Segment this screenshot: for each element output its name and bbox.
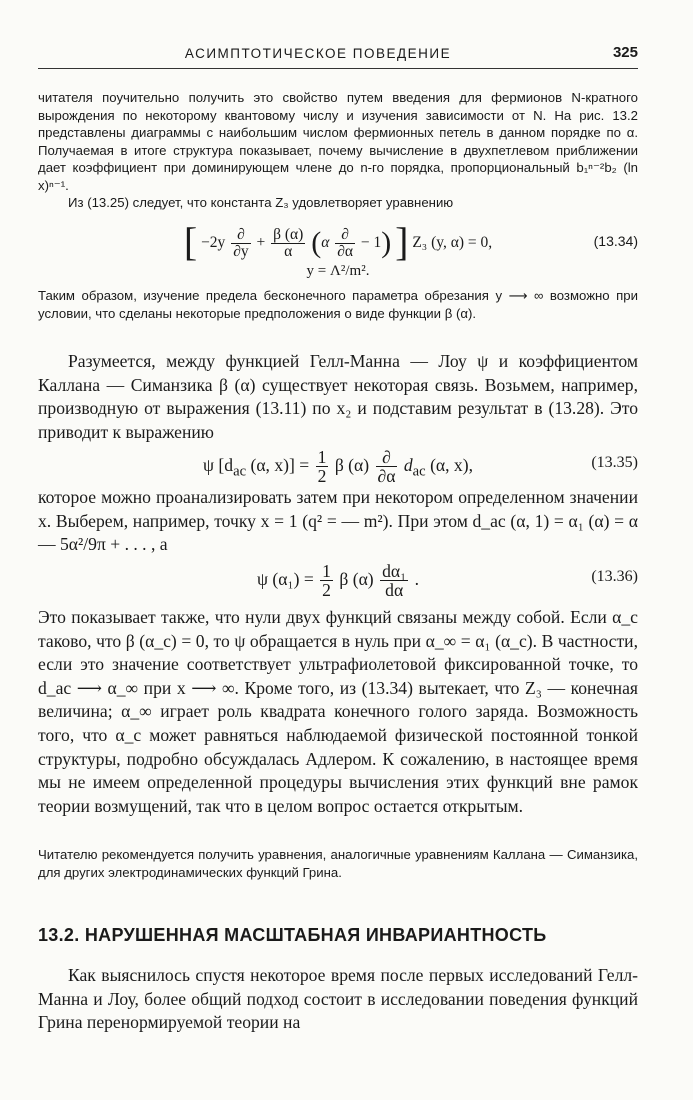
- eq-13-34-lhs: −2y: [201, 234, 226, 251]
- section-title: НАРУШЕННАЯ МАСШТАБНАЯ ИНВАРИАНТНОСТЬ: [84, 925, 547, 945]
- conclusion-text: Таким образом, изучение предела бесконечного параметра обрезания y ⟶ ∞ возможно при условии, что сделаны некоторые предположения о виде функции β (α).: [38, 288, 638, 321]
- eq-13-35-rhs-sub: ac: [412, 463, 426, 480]
- running-header: [38, 44, 638, 70]
- paragraph-2: [38, 486, 638, 557]
- paragraph-2-text: которое можно проанализировать затем при некотором определенном значении x. Выберем, например, точку x = 1 (q² = — m²). При этом d_ac (α, 1) = α₁ (α) = α — 5α²/9π + . . . , а: [38, 487, 638, 555]
- equation-13-34-condition: y = Λ²/m².: [306, 263, 370, 279]
- eq-13-35-args: (α, x)] =: [250, 455, 310, 476]
- top-paragraph-continuation: Из (13.25) следует, что константа Z₃ удовлетворяет уравнению: [68, 195, 454, 210]
- exercise-text: Читателю рекомендуется получить уравнения, аналогичные уравнениям Каллана — Симанзика, для других электродинамических функций Грина.: [38, 847, 638, 880]
- equation-13-36-number: (13.36): [591, 568, 638, 585]
- eq-13-36-tail: .: [414, 569, 420, 590]
- paragraph-4-text: Как выяснилось спустя некоторое время после первых исследований Гелл-Манна и Лоу, более общий подход состоит в исследовании поведения функций Грина перенормируемой теории на: [38, 965, 638, 1033]
- eq-13-35-lhs: ψ [d: [202, 455, 234, 476]
- conclusion-small-paragraph: [38, 287, 638, 322]
- eq-13-36-d-num: dα₁: [382, 561, 407, 581]
- eq-13-36-lhs: ψ (α₁) =: [256, 569, 314, 590]
- eq-13-35-d-den: ∂α: [377, 466, 396, 487]
- running-title: АСИМПТОТИЧЕСКОЕ ПОВЕДЕНИЕ: [184, 46, 452, 61]
- eq-13-35-half-num: 1: [317, 447, 327, 467]
- eq-13-36-half-den: 2: [322, 580, 331, 601]
- top-small-paragraph: [38, 89, 638, 212]
- paragraph-4: [38, 964, 638, 1035]
- paragraph-3: [38, 606, 638, 818]
- paragraph-1: [38, 350, 638, 444]
- eq-13-36-beta: β (α): [339, 569, 374, 590]
- section-heading: [38, 925, 638, 946]
- eq-13-34-rhs: Z₃ (y, α) = 0,: [412, 234, 493, 251]
- paragraph-3-text: Это показывает также, что нули двух функций связаны между собой. Если α_c таково, что β (α_c) = 0, то ψ обращается в нуль при α_∞ = α₁ (α_c). В частности, если это значение соответствует ультрафиолетовой фиксированной точке, то d_ac ⟶ α_∞ при x ⟶ ∞. Кроме того, из (13.34) вытекает, что Z₃ — конечная величина; α_∞ играет роль квадрата конечного голого заряда. Возможность того, что α_c может равняться наблюдаемой физической постоянной тонкой структуры, подробно обсуждалась Адлером. К сожалению, в настоящее время мы не имеем определенной процедуры вычисления этих функций вне рамок теории возмущений, так что в целом вопрос остается открытым.: [38, 607, 638, 816]
- equation-13-34-number: (13.34): [593, 233, 638, 249]
- eq-13-35-sub: ac: [233, 463, 247, 480]
- eq-13-35-d-num: ∂: [376, 448, 398, 467]
- eq-13-36-d-den: dα: [385, 580, 404, 601]
- eq-13-35-half-den: 2: [317, 466, 327, 487]
- eq-13-36-half-num: 1: [322, 561, 331, 581]
- section-number: 13.2.: [38, 925, 80, 945]
- equation-13-35-body: [38, 448, 638, 486]
- header-rule: [38, 68, 638, 69]
- top-paragraph-text: читателя поучительно получить это свойство путем введения для фермионов N-кратного вырождения по некоторому квантовому числу и изучения зависимости от N. На рис. 13.2 представлены диаграммы с наибольшим числом фермионных петель в данном порядке по α. Получаемая в итоге структура показывает, почему вычисление в двухпетлевом приближении дает коэффициент при доминирующем члене до n-го порядка, пропорциональный b₁ⁿ⁻²b₂ (ln x)ⁿ⁻¹.: [38, 90, 638, 193]
- equation-13-36-body: [38, 562, 638, 600]
- eq-13-35-rhs: d: [403, 455, 413, 476]
- paragraph-1-text: Разумеется, между функцией Гелл-Манна — Лоу ψ и коэффициентом Каллана — Симанзика β (α) существует некоторая связь. Возьмем, например, производную от выражения (13.11) по x₂ и подставим результат в (13.28). Это приводит к выражению: [38, 351, 638, 442]
- equation-13-35: [38, 446, 638, 486]
- equation-13-34: [38, 218, 638, 264]
- equation-13-36: [38, 560, 638, 600]
- equation-13-34-body: [ −2y $\frac{\partial}{\partial y}$ + $\frac{\beta (\alpha)}{\alpha}$ (α $\frac{\partial}{\partial\alpha}$ − 1) ] Z₃ (y, α) = 0,: [183, 219, 493, 264]
- eq-13-35-beta: β (α): [334, 455, 370, 476]
- eq-13-35-rhs-args: (α, x),: [430, 455, 473, 476]
- equation-13-35-number: (13.35): [591, 454, 638, 471]
- page-number: 325: [612, 44, 638, 61]
- exercise-small-paragraph: [38, 846, 638, 881]
